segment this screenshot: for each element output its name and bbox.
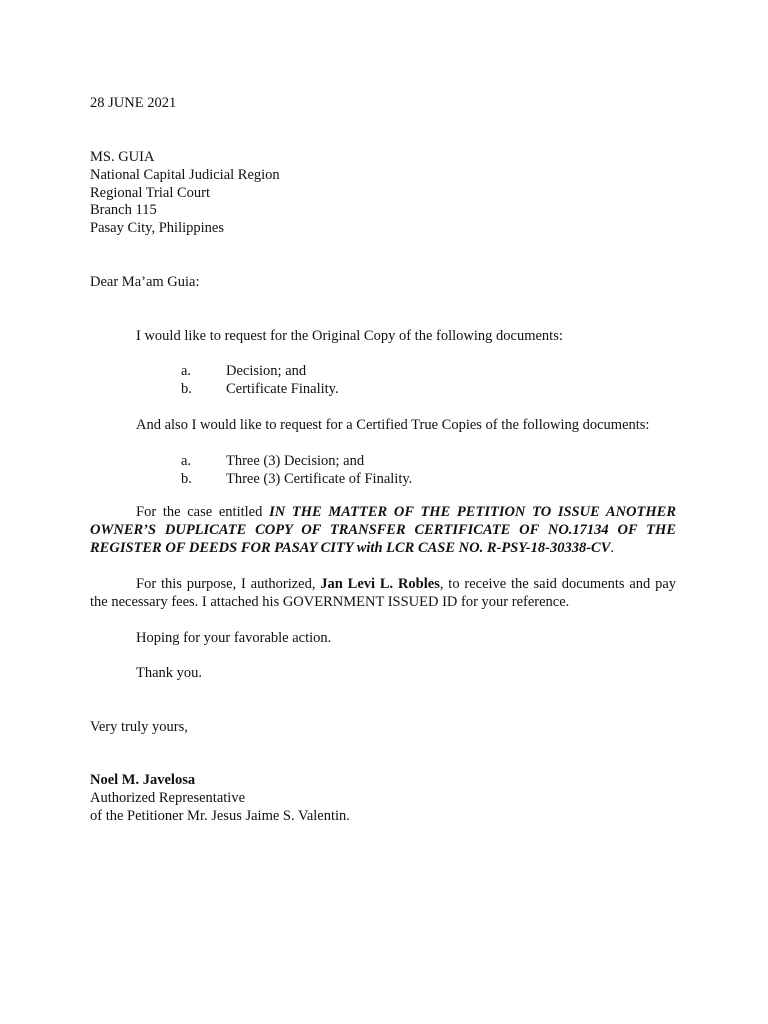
list-item: Three (3) Certificate of Finality.: [226, 471, 413, 487]
case-title: IN THE MATTER OF THE PETITION TO ISSUE ANOTHER OWNER’S DUPLICATE COPY OF TRANSFER CERTIFICATE OF NO.17134 OF THE REGISTER OF DEEDS FOR PASAY CITY with LCR CASE NO. R-PSY-18-30338-CV: [90, 504, 677, 556]
closing: Very truly yours,: [90, 719, 188, 735]
request-original-intro: I would like to request for the Original Copy of the following documents:: [136, 328, 563, 344]
list-item: Certificate Finality.: [226, 381, 339, 397]
recipient-line: Branch 115: [90, 202, 157, 218]
recipient-line: National Capital Judicial Region: [90, 167, 280, 183]
letter-date: 28 JUNE 2021: [90, 95, 177, 111]
authorized-person-name: Jan Levi L. Robles: [320, 576, 440, 592]
case-suffix: .: [610, 540, 615, 556]
recipient-line: Regional Trial Court: [90, 185, 211, 201]
list-item-marker: b.: [181, 471, 192, 487]
hoping-line: Hoping for your favorable action.: [136, 630, 332, 646]
recipient-line: Pasay City, Philippines: [90, 220, 224, 236]
signatory-title: Authorized Representative: [90, 790, 246, 806]
list-item-marker: a.: [181, 363, 192, 379]
request-certified-intro: And also I would like to request for a Certified True Copies of the following documents:: [136, 417, 650, 433]
list-item-marker: a.: [181, 453, 192, 469]
authorization-suffix: , to receive the said documents and pay the necessary fees. I attached his GOVERNMENT ISSUED ID for your reference.: [90, 576, 676, 610]
recipient-name: MS. GUIA: [90, 149, 155, 165]
case-prefix: For the case entitled: [136, 504, 270, 520]
case-paragraph: [90, 503, 676, 557]
signatory-name: Noel M. Javelosa: [90, 772, 196, 788]
list-item: Decision; and: [226, 363, 307, 379]
thanks-line: Thank you.: [136, 665, 203, 681]
salutation: Dear Ma’am Guia:: [90, 274, 200, 290]
authorization-prefix: For this purpose, I authorized,: [136, 576, 321, 592]
authorization-paragraph: [90, 575, 676, 611]
list-item-marker: b.: [181, 381, 192, 397]
list-item: Three (3) Decision; and: [226, 453, 365, 469]
signatory-affiliation: of the Petitioner Mr. Jesus Jaime S. Valentin.: [90, 808, 350, 824]
